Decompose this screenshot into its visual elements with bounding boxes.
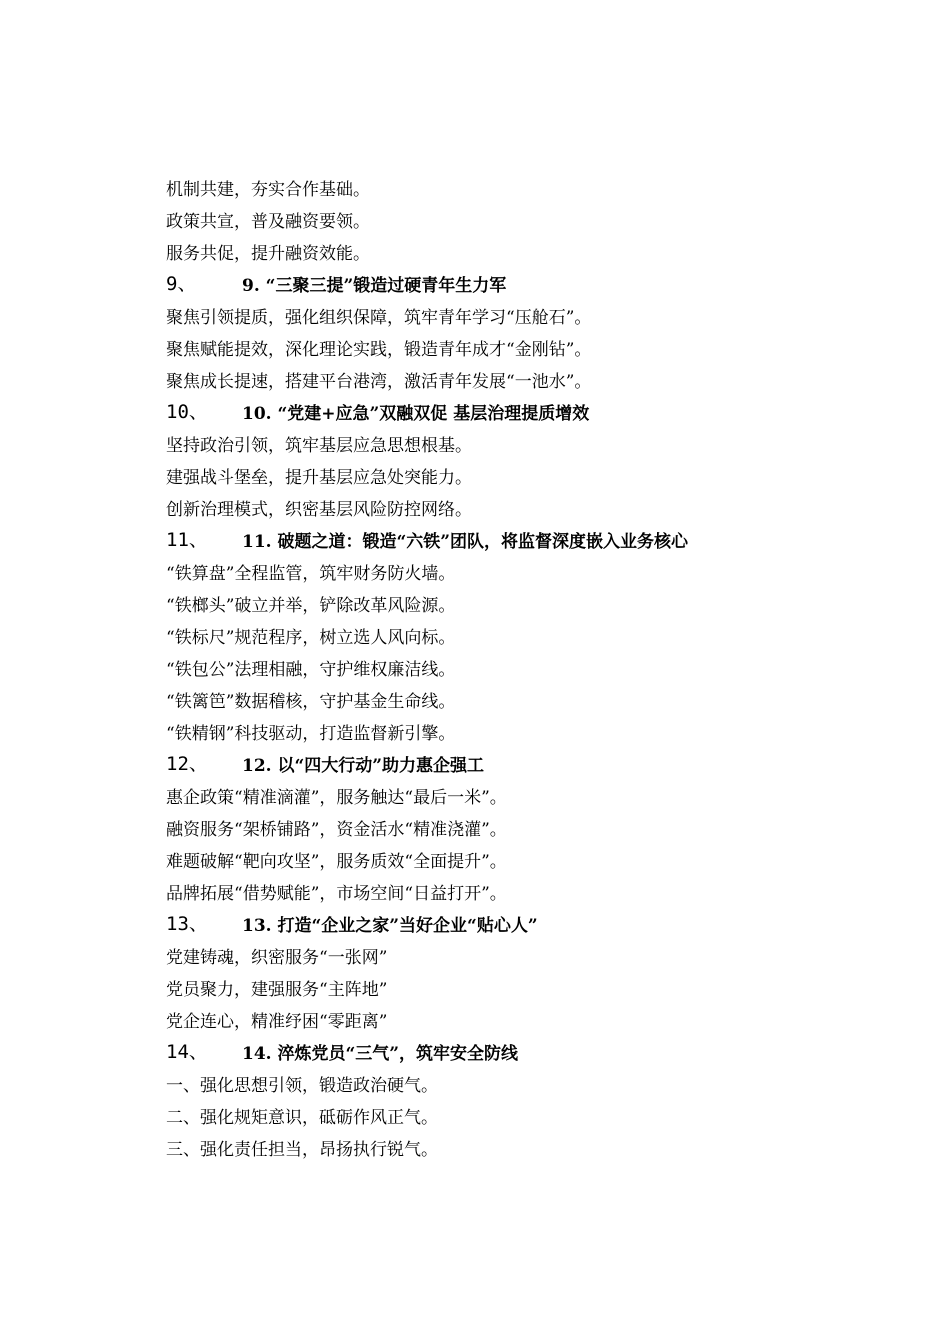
paragraph-line: 聚焦引领提质，强化组织保障，筑牢青年学习“压舱石”。 <box>166 308 592 328</box>
section-title: 10. “党建+应急”双融双促 基层治理提质增效 <box>242 404 590 424</box>
paragraph-line: “铁榔头”破立并举，铲除改革风险源。 <box>166 596 456 616</box>
section-title: 11. 破题之道：锻造“六铁”团队，将监督深度嵌入业务核心 <box>242 532 689 552</box>
paragraph-line: “铁精钢”科技驱动，打造监督新引擎。 <box>166 724 456 744</box>
section-number: 14、 <box>166 1041 208 1063</box>
paragraph-line: “铁算盘”全程监管，筑牢财务防火墙。 <box>166 564 456 584</box>
section-heading-14 <box>166 1038 866 1070</box>
section-number: 11、 <box>166 529 208 551</box>
section-number: 12、 <box>166 753 208 775</box>
paragraph-line: “铁标尺”规范程序，树立选人风向标。 <box>166 628 456 648</box>
paragraph-line: 机制共建，夯实合作基础。 <box>166 180 370 200</box>
section-heading-12 <box>166 750 866 782</box>
section-heading-13 <box>166 910 866 942</box>
section-number: 13、 <box>166 913 208 935</box>
section-title: 12. 以“四大行动”助力惠企强工 <box>242 756 485 776</box>
paragraph-line: 聚焦赋能提效，深化理论实践，锻造青年成才“金刚钻”。 <box>166 340 592 360</box>
section-heading-11 <box>166 526 866 558</box>
paragraph-line: 难题破解“靶向攻坚”，服务质效“全面提升”。 <box>166 852 507 872</box>
paragraph-line: 一、强化思想引领，锻造政治硬气。 <box>166 1076 438 1096</box>
section-number: 10、 <box>166 401 208 423</box>
paragraph-line: 党企连心，精准纾困“零距离” <box>166 1012 388 1032</box>
paragraph-line: 坚持政治引领，筑牢基层应急思想根基。 <box>166 436 472 456</box>
section-heading-9 <box>166 270 866 302</box>
paragraph-line: 建强战斗堡垒，提升基层应急处突能力。 <box>166 468 472 488</box>
paragraph-line: 服务共促，提升融资效能。 <box>166 244 370 264</box>
paragraph-line: 二、强化规矩意识，砥砺作风正气。 <box>166 1108 438 1128</box>
section-heading-10 <box>166 398 866 430</box>
paragraph-line: 聚焦成长提速，搭建平台港湾，激活青年发展“一池水”。 <box>166 372 592 392</box>
paragraph-line: 创新治理模式，织密基层风险防控网络。 <box>166 500 472 520</box>
paragraph-line: 三、强化责任担当，昂扬执行锐气。 <box>166 1140 438 1160</box>
paragraph-line: 融资服务“架桥铺路”，资金活水“精准浇灌”。 <box>166 820 507 840</box>
paragraph-line: 惠企政策“精准滴灌”，服务触达“最后一米”。 <box>166 788 507 808</box>
paragraph-line: 党员聚力，建强服务“主阵地” <box>166 980 388 1000</box>
section-title: 13. 打造“企业之家”当好企业“贴心人” <box>242 916 538 936</box>
section-title: 14. 淬炼党员“三气”，筑牢安全防线 <box>242 1044 519 1064</box>
paragraph-line: 品牌拓展“借势赋能”，市场空间“日益打开”。 <box>166 884 507 904</box>
paragraph-line: 政策共宣，普及融资要领。 <box>166 212 370 232</box>
paragraph-line: 党建铸魂，织密服务“一张网” <box>166 948 388 968</box>
document-body <box>166 174 866 1166</box>
paragraph-line: “铁篱笆”数据稽核，守护基金生命线。 <box>166 692 456 712</box>
section-number: 9、 <box>166 273 197 295</box>
section-title: 9. “三聚三提”锻造过硬青年生力军 <box>242 276 507 296</box>
paragraph-line: “铁包公”法理相融，守护维权廉洁线。 <box>166 660 456 680</box>
